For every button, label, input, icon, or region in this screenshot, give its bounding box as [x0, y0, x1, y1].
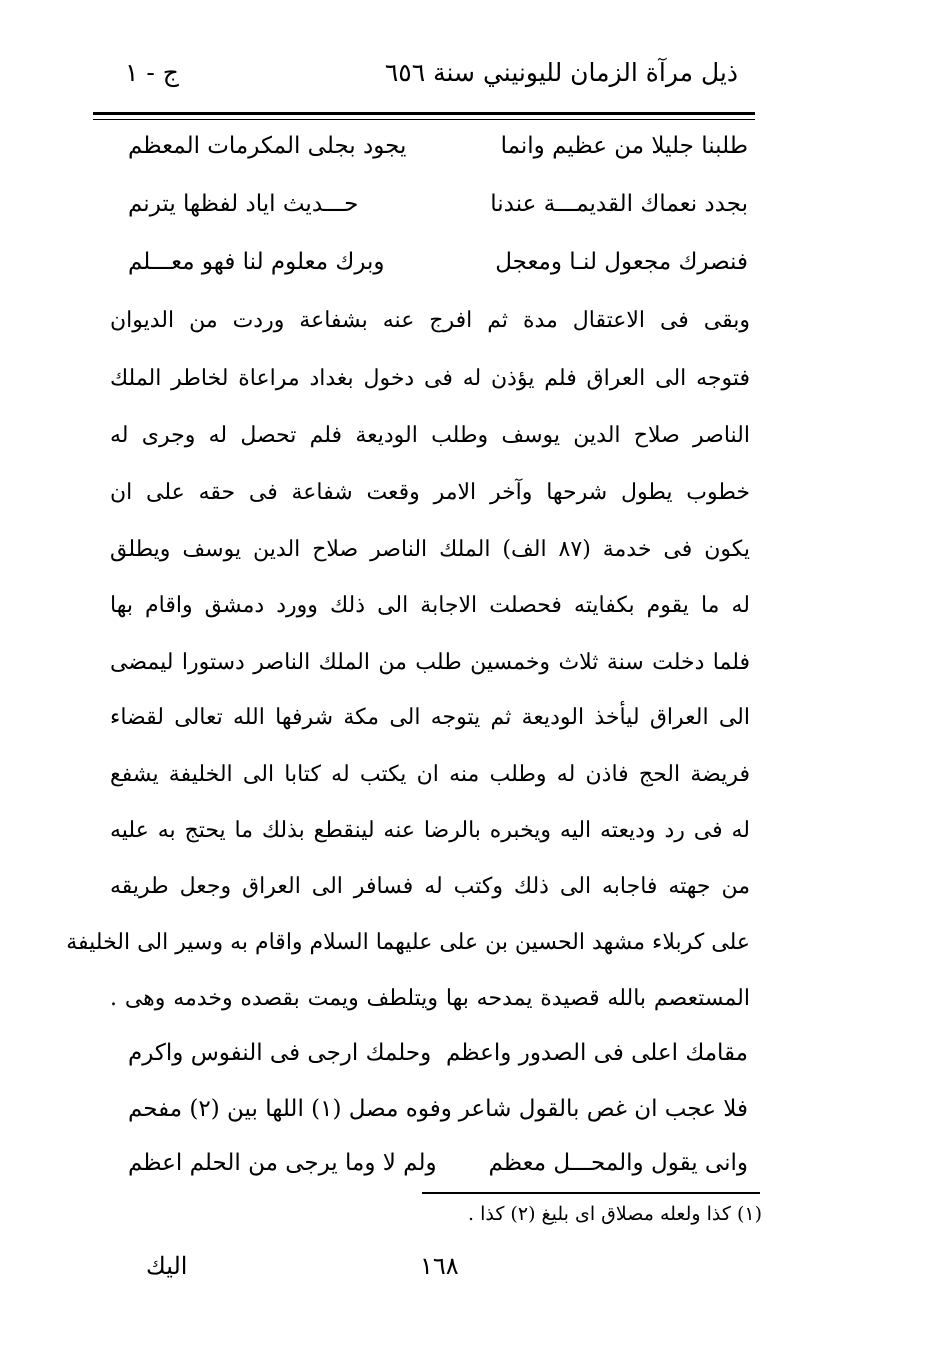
prose-line: على كربلاء مشهد الحسين بن على عليهما السلام واقام به وسير الى الخليفة [66, 930, 750, 955]
verse-hemistich-first: بجدد نعماك القديمـــة عندنا [490, 191, 748, 217]
prose-line: الى العراق ليأخذ الوديعة ثم يتوجه الى مكة شرفها الله تعالى لقضاء [110, 705, 750, 730]
verse-hemistich-first: فلا عجب ان غص بالقول شاعر [458, 1096, 748, 1122]
prose-line: له فى رد وديعته اليه ويخبره بالرضا عنه لينقطع بذلك ما يحتج به عليه [110, 818, 750, 843]
prose-line: فتوجه الى العراق فلم يؤذن له فى دخول بغداد مراعاة لخاطر الملك [110, 366, 750, 391]
verse-hemistich-first: طلبنا جليلا من عظيم وانما [500, 133, 748, 159]
header-rule [93, 112, 755, 115]
verse-line [128, 133, 748, 159]
prose-line: يكون فى خدمة (٨٧ الف) الملك الناصر صلاح الدين يوسف ويطلق [110, 537, 751, 562]
catchword: اليك [146, 1252, 188, 1280]
verse-line [128, 1040, 748, 1066]
prose-line: من جهته فاجابه الى ذلك وكتب له فسافر الى العراق وجعل طريقه [110, 874, 750, 899]
running-header-title: ذيل مرآة الزمان لليونيني سنة ٦٥٦ [384, 58, 738, 87]
verse-hemistich-second: وفوه مصل (١) اللها بين (٢) مفحم [128, 1096, 452, 1122]
verse-line [128, 1150, 748, 1176]
prose-line: المستعصم بالله قصيدة يمدحه بها ويتلطف ويمت بقصده وخدمه وهى . [110, 986, 750, 1011]
prose-line: خطوب يطول شرحها وآخر الامر وقعت شفاعة فى حقه على ان [110, 480, 750, 505]
prose-line: فريضة الحج فاذن له وطلب منه ان يكتب له كتابا الى الخليفة يشفع [110, 762, 750, 787]
verse-hemistich-second: وبرك معلوم لنا فهو معـــلم [128, 249, 385, 275]
prose-line: الناصر صلاح الدين يوسف وطلب الوديعة فلم تحصل له وجرى له [110, 423, 750, 448]
prose-line: له ما يقوم بكفايته فحصلت الاجابة الى ذلك وورد دمشق واقام بها [110, 593, 750, 618]
prose-line: وبقى فى الاعتقال مدة ثم افرج عنه بشفاعة وردت من الديوان [110, 308, 750, 333]
page-number: ١٦٨ [420, 1252, 459, 1280]
verse-hemistich-second: وحلمك ارجى فى النفوس واكرم [128, 1040, 432, 1066]
footnote: (١) كذا ولعله مصلاق اى بليغ (٢) كذا . [468, 1203, 762, 1225]
volume-number: ج - ١ [125, 58, 179, 87]
verse-line [128, 191, 748, 217]
verse-hemistich-second: حـــديث اياد لفظها يترنم [128, 191, 359, 217]
verse-hemistich-first: مقامك اعلى فى الصدور واعظم [446, 1040, 748, 1066]
prose-line: فلما دخلت سنة ثلاث وخمسين طلب من الملك الناصر دستورا ليمضى [110, 650, 750, 675]
verse-hemistich-second: يجود بجلى المكرمات المعظم [128, 133, 407, 159]
footnote-rule [422, 1192, 760, 1194]
verse-line [128, 1096, 748, 1122]
verse-line [128, 249, 748, 275]
header-rule-thin [93, 119, 755, 120]
verse-hemistich-first: فنصرك مجعول لنـا ومعجل [495, 249, 748, 275]
verse-hemistich-first: وانى يقول والمحـــل معظم [488, 1150, 748, 1176]
verse-hemistich-second: ولم لا وما يرجى من الحلم اعظم [128, 1150, 437, 1176]
